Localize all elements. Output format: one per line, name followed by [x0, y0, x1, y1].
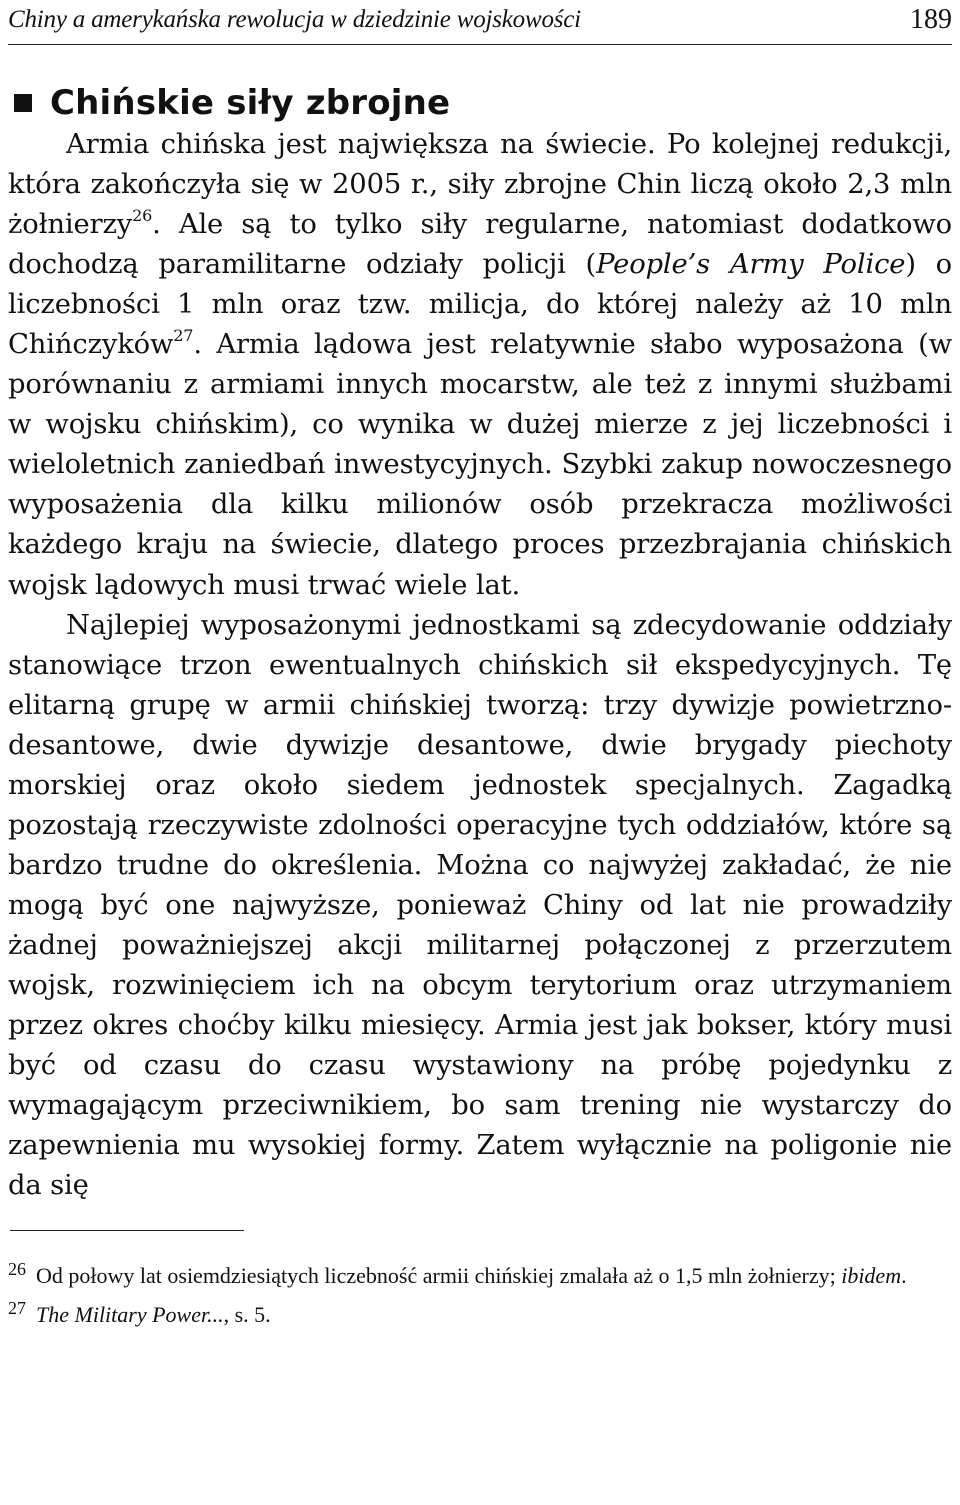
footnote-italic: The Military Power... [36, 1302, 224, 1328]
paragraph-text: ) o liczebności 1 mln oraz tzw. milicja, do której należy aż 10 mln Chińczyków [8, 249, 953, 361]
section-title: Chińskie siły zbrojne [50, 83, 451, 123]
footnote-number: 26 [8, 1259, 26, 1280]
running-title: Chiny a amerykańska rewolucja w dziedzinie wojskowości [8, 6, 581, 33]
section-heading [8, 81, 952, 125]
footnote-tail: . [901, 1263, 907, 1289]
page-number: 189 [910, 4, 952, 35]
footnote-divider [10, 1230, 244, 1231]
footnote-italic: ibidem [841, 1263, 902, 1289]
paragraph [8, 125, 952, 606]
paragraph-text: Armia chińska jest największa na świecie. Po kolejnej redukcji, która zakończyła się w 2005 r., siły zbrojne Chin liczą około 2,3 mln żołnierzy [8, 129, 952, 241]
paragraph-text: . Ale są to tylko siły regularne, natomiast dodatkowo dochodzą paramilitarne odziały policji ( [8, 209, 952, 281]
body-text [8, 125, 952, 1206]
footnote-26 [8, 1253, 952, 1292]
footnote-27 [8, 1292, 952, 1331]
footnote-ref-27[interactable]: 27 [173, 326, 194, 346]
footnote-number: 27 [8, 1298, 26, 1319]
running-header [8, 4, 952, 45]
footnote-tail: , s. 5. [223, 1302, 271, 1328]
footnote-text: Od połowy lat osiemdziesiątych liczebność armii chińskiej zmalała aż o 1,5 mln żołnierzy; [36, 1263, 842, 1289]
footnote-ref-26[interactable]: 26 [132, 206, 153, 226]
document-page [8, 0, 952, 1331]
paragraph-text: . Armia lądowa jest relatywnie słabo wyposażona (w porównaniu z armiami innych mocarstw, ale też z innymi służbami w wojsku chińskim), co wynika w dużej mierze z jej liczebności i wieloletnich zaniedbań inwestycyjnych. Szybki zakup nowoczesnego wyposażenia dla kilku milionów osób przekracza możliwości każdego kraju na świecie, dlatego proces przezbrajania chińskich wojsk lądowych musi trwać wiele lat. [8, 329, 952, 601]
square-bullet-icon [14, 94, 32, 112]
paragraph: Najlepiej wyposażonymi jednostkami są zdecydowanie oddziały stanowiące trzon ewentualnych chińskich sił ekspedycyjnych. Tę elitarną grupę w armii chińskiej tworzą: trzy dywizje powietrzno-desantowe, dwie dywizje desantowe, dwie brygady piechoty morskiej oraz około siedem jednostek specjalnych. Zagadką pozostają rzeczywiste zdolności operacyjne tych oddziałów, które są bardzo trudne do określenia. Można co najwyżej zakładać, że nie mogą być one najwyższe, ponieważ Chiny od lat nie prowadziły żadnej poważniejszej akcji militarnej połączonej z przerzutem wojsk, rozwinięciem ich na obcym terytorium oraz utrzymaniem przez okres choćby kilku miesięcy. Armia jest jak bokser, który musi być od czasu do czasu wystawiony na próbę pojedynku z wymagającym przeciwnikiem, bo sam trening nie wystarczy do zapewnienia mu wysokiej formy. Zatem wyłącznie na poligonie nie da się [8, 609, 952, 1202]
footnotes [8, 1253, 952, 1331]
italic-term: People’s Army Police [596, 249, 906, 281]
